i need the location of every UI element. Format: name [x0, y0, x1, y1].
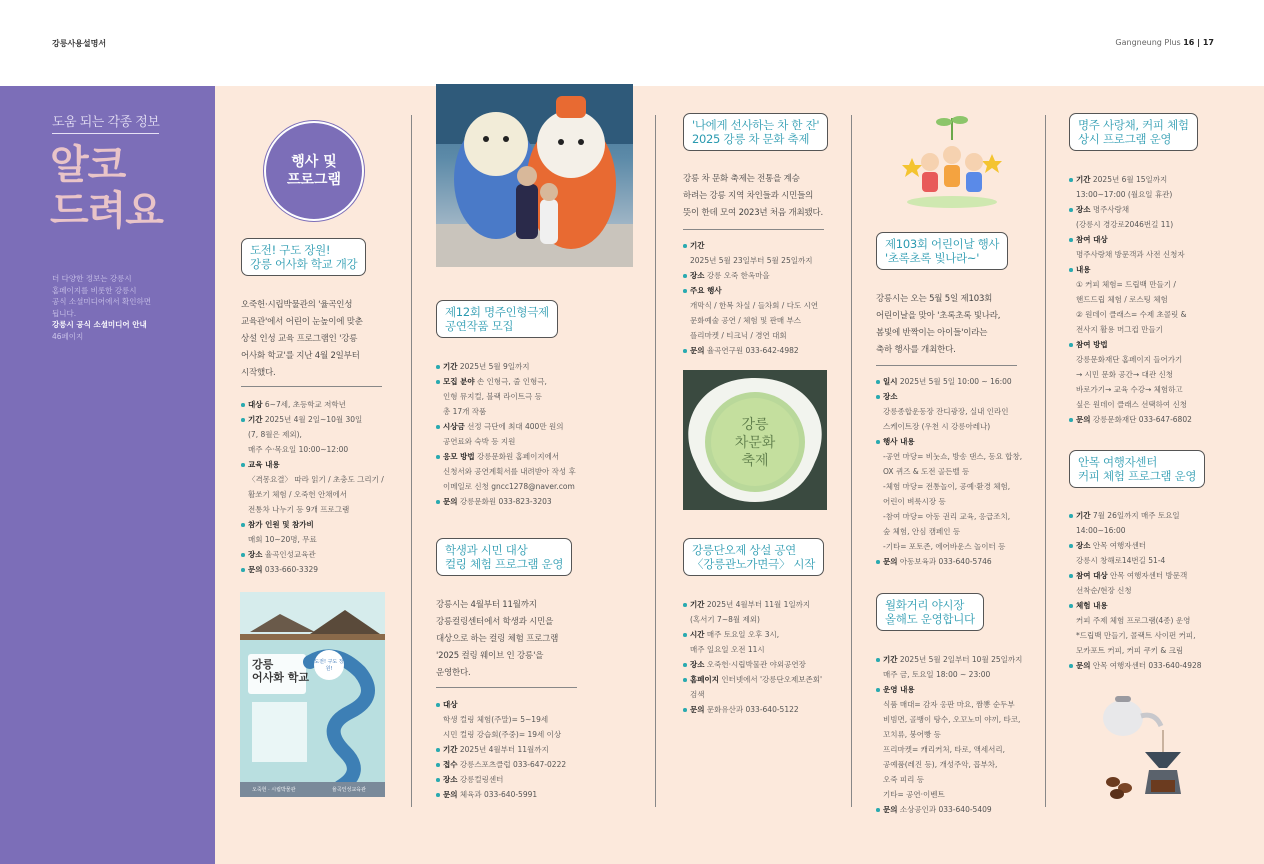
info-item: 비빔면, 골뱅이 탕수, 오꼬노미 야끼, 타코, [883, 715, 1021, 724]
info-item: 이메일로 신청 gncc1278@naver.com [443, 482, 575, 491]
info-item: 장소 안목 여행자센터 [1069, 538, 1244, 553]
info-item: 일시 2025년 5월 5일 10:00 ~ 16:00 [876, 374, 1041, 389]
poster-illustration [240, 592, 385, 797]
coffee-drip-illustration [1095, 690, 1205, 805]
divider [241, 386, 382, 387]
info-item: 홈페이지 인터넷에서 '강릉단오제보존회' [683, 672, 848, 687]
info-list-curling [436, 697, 641, 802]
info-item: 프리마켓= 캐리커처, 타로, 액세서리, [883, 745, 1006, 754]
info-item: 매주 금, 토요일 18:00 ~ 23:00 [883, 670, 991, 679]
info-item: 장소 율곡인성교육관 [241, 547, 401, 562]
info-item: 〈격몽요결〉 따라 읽기 / 초충도 그리기 / [248, 475, 384, 484]
info-item: 14:00~16:00 [1076, 526, 1126, 535]
column-divider [655, 115, 656, 807]
info-item: 모카포트 커피, 커피 쿠키 & 크림 [1076, 646, 1184, 655]
info-item: 전사지 활용 머그컵 만들기 [1076, 325, 1163, 334]
info-item: 참여 방법 [1069, 337, 1244, 352]
info-item: 기간 [683, 238, 848, 253]
info-list-school [241, 397, 401, 577]
info-item: 행사 내용 [876, 434, 1041, 449]
info-item: 문의 율곡연구원 033-642-4982 [683, 343, 848, 358]
info-item: 문의 강릉문화원 033-823-3203 [436, 494, 641, 509]
info-item: 문의 소상공인과 033-640-5409 [876, 802, 1044, 817]
info-item: 강릉문화재단 홈페이지 들어가기 [1076, 355, 1183, 364]
info-item: -기타= 포토존, 에어바운스 놀이터 등 [883, 542, 1006, 551]
info-list-dano [683, 597, 848, 717]
header-section-title: 강릉사용설명서 [52, 39, 107, 48]
info-item: 강릉시 창해로14번길 51-4 [1076, 556, 1166, 565]
article-title-tea: '나에게 선사하는 차 한 잔' 2025 강릉 차 문화 축제 [683, 113, 828, 151]
info-item: 기간 2025년 6월 15일까지 [1069, 172, 1244, 187]
info-item: 핸드드립 체험 / 로스팅 체험 [1076, 295, 1168, 304]
info-list-tea [683, 238, 848, 358]
mascot-photo [436, 84, 633, 267]
sidebar-label: 도움 되는 각종 정보 [52, 111, 159, 134]
info-item: 커피 주제 체험 프로그램(4종) 운영 [1076, 616, 1191, 625]
article-text-curling: 강릉시는 4월부터 11월까지 강릉컬링센터에서 학생과 시민을 대상으로 하는 컬링 체험 프로그램 '2025 컬링 웨이브 인 강릉'을 운영한다. [436, 600, 559, 678]
article-text-childrens-day: 강릉시는 오는 5월 5일 제103회 어린이날을 맞아 '초록초록 빛나라, 봄빛에 반짝이는 아이들'이라는 축하 행사를 개최한다. [876, 294, 1001, 355]
info-item: 참여 대상 [1069, 232, 1244, 247]
children-illustration [900, 110, 1005, 215]
info-item: 문의 033-660-3329 [241, 562, 401, 577]
article-title-night-market: 월화거리 야시장 올해도 운영합니다 [876, 593, 984, 631]
info-item: 기간 2025년 4월부터 11월 1일까지 [683, 597, 848, 612]
info-item: 기간 2025년 5월 2일부터 10월 25일까지 [876, 652, 1044, 667]
info-item: 장소 오죽헌·시립박물관 야외공연장 [683, 657, 848, 672]
info-item: → 시민 문화 공간→ 대관 신청 [1076, 370, 1173, 379]
info-item: 검색 [690, 690, 705, 699]
info-item: 플리마켓 / 티크닉 / 경연 대회 [690, 331, 787, 340]
info-item: 문의 체육과 033-640-5991 [436, 787, 641, 802]
info-item: 총 17개 작품 [443, 407, 487, 416]
info-item: 참가 인원 및 참가비 [241, 517, 401, 532]
info-item: 장소 강릉 오죽 한옥마을 [683, 268, 848, 283]
info-item: 선착순/현장 신청 [1076, 586, 1132, 595]
info-list-myeongju [1069, 172, 1244, 427]
info-item: 인형 뮤지컬, 블랙 라이트극 등 [443, 392, 542, 401]
info-item: *드립백 만들기, 콜랙트 사이펀 커피, [1076, 631, 1196, 640]
article-title-myeongju: 명주 사랑채, 커피 체험 상시 프로그램 운영 [1069, 113, 1198, 151]
info-item: 식품 매대= 감자 옹판 마요, 짬뽕 순두부 [883, 700, 1015, 709]
info-item: 스케이트장 (우천 시 강릉아레나) [883, 422, 991, 431]
info-item: (혹서기 7~8월 제외) [690, 615, 760, 624]
info-item: 장소 명주사랑채 [1069, 202, 1244, 217]
info-list-puppet [436, 359, 641, 509]
poster-title: 강릉 어사화 학교 [252, 658, 309, 684]
info-item: 매회 10~20명, 무료 [248, 535, 317, 544]
info-item: 문의 문화유산과 033-640-5122 [683, 702, 848, 717]
sidebar-description: 더 다양한 정보는 강릉시 홈페이지를 비롯한 강릉시 공식 소셜미디어에서 확인하면 됩니다. 강릉시 공식 소셜미디어 안내 46페이지 [52, 274, 151, 341]
section-badge: 행사 및 프로그램 [264, 121, 364, 221]
info-list-night-market [876, 652, 1044, 817]
info-item: 바로가기→ 교육 수강→ 체험하고 [1076, 385, 1183, 394]
info-list-childrens-day [876, 374, 1041, 569]
info-item: 시간 매주 토요일 오후 3시, [683, 627, 848, 642]
column-divider [1045, 115, 1046, 807]
info-item: 명주사랑채 방문객과 사전 신청자 [1076, 250, 1185, 259]
column-divider [411, 115, 412, 807]
info-item: 참여 대상 안목 여행자센터 방문객 [1069, 568, 1244, 583]
school-poster-image [240, 592, 385, 797]
poster-footer-right: 율곡인성교육관 [332, 787, 366, 793]
info-item: 학생 컬링 체험(주말)= 5~19세 [443, 715, 549, 724]
info-item: 기간 2025년 5월 9일까지 [436, 359, 641, 374]
article-title-anmok: 안목 여행자센터 커피 체험 프로그램 운영 [1069, 450, 1205, 488]
info-item: 내용 [1069, 262, 1244, 277]
info-item: 매주 일요일 오전 11시 [690, 645, 765, 654]
info-item: 어린이 벼룩시장 등 [883, 497, 946, 506]
info-item: 전통차 나누기 등 9개 프로그램 [248, 505, 350, 514]
info-item: -체험 마당= 전통놀이, 공예·환경 체험, [883, 482, 1011, 491]
article-title-childrens-day: 제103회 어린이날 행사 '초록초록 빛나라~' [876, 232, 1008, 270]
article-title-curling: 학생과 시민 대상 컬링 체험 프로그램 운영 [436, 538, 572, 576]
divider [876, 365, 1017, 366]
info-list-anmok [1069, 508, 1244, 673]
info-item: 오죽 피리 등 [883, 775, 924, 784]
article-text-school: 오죽헌·시립박물관의 '율곡인성 교육관'에서 어린이 눈높이에 맞춘 상설 인성 교육 프로그램인 '강릉 어사화 학교'를 지난 4월 2일부터 시작했다. [241, 300, 363, 378]
column-divider [851, 115, 852, 807]
divider [436, 687, 577, 688]
article-text-tea: 강릉 차 문화 축제는 전통을 계승 하려는 강릉 지역 차인들과 시민들의 뜻이 한데 모여 2023년 처음 개최됐다. [683, 174, 823, 218]
info-item: 2025년 5월 23일부터 5월 25일까지 [690, 256, 813, 265]
info-item: -공연 마당= 비눗쇼, 방송 댄스, 동요 합창, [883, 452, 1023, 461]
header-page-info: Gangneung Plus 16 | 17 [1115, 38, 1214, 47]
info-item: 장소 강릉컬링센터 [436, 772, 641, 787]
info-item: 문의 안목 여행자센터 033-640-4928 [1069, 658, 1244, 673]
info-item: 접수 강릉스포츠클럽 033-647-0222 [436, 757, 641, 772]
info-item: 기타= 공연·이벤트 [883, 790, 945, 799]
info-item: 공연료와 숙박 등 지원 [443, 437, 516, 446]
info-item: ① 커피 체험= 드립백 만들기 / [1076, 280, 1176, 289]
tea-festival-image [683, 370, 827, 510]
poster-badge: 도전! 구도 장원! [314, 650, 344, 680]
info-item: 시상금 선정 극단에 최대 400만 원의 [436, 419, 641, 434]
tea-image-text: 강릉 차문화 축제 [734, 417, 776, 469]
info-item: OX 퀴즈 & 도전 골든벨 등 [883, 467, 970, 476]
article-title-puppet: 제12회 명주인형극제 공연작품 모집 [436, 300, 558, 338]
info-item: 공예품(레진 등), 개성주악, 꼽부차, [883, 760, 998, 769]
info-item: 활쏘기 체험 / 오죽헌 안채에서 [248, 490, 348, 499]
article-title-dano: 강릉단오제 상설 공연 〈강릉관노가면극〉 시작 [683, 538, 824, 576]
info-item: 운영 내용 [876, 682, 1044, 697]
info-item: (강릉시 경강로2046번길 11) [1076, 220, 1174, 229]
info-item: 강릉종합운동장 잔디광장, 실내 인라인 [883, 407, 1009, 416]
info-item: 신청서와 공연계획서를 내려받아 작성 후 [443, 467, 576, 476]
info-item: 기간 2025년 4월 2일~10월 30일 [241, 412, 401, 427]
info-item: 기간 2025년 4월부터 11월까지 [436, 742, 641, 757]
info-item: 문화예술 공연 / 체험 및 판매 부스 [690, 316, 802, 325]
info-item: 응모 방법 강릉문화원 홈페이지에서 [436, 449, 641, 464]
info-item: 숲 체험, 안심 캠페인 등 [883, 527, 961, 536]
info-item: 장소 [876, 389, 1041, 404]
info-item: 문의 아동보육과 033-640-5746 [876, 554, 1041, 569]
info-item: 체험 내용 [1069, 598, 1244, 613]
info-item: (7, 8월은 제외), [248, 430, 302, 439]
info-item: -참여 마당= 아동 권리 교육, 응급조치, [883, 512, 1011, 521]
info-item: 13:00~17:00 (월요일 휴관) [1076, 190, 1173, 199]
info-item: 대상 6~7세, 초등학교 저학년 [241, 397, 401, 412]
mascot-illustration [436, 84, 633, 267]
info-item: 기간 7월 26일까지 매주 토요일 [1069, 508, 1244, 523]
info-item: 시민 컬링 강습회(주중)= 19세 이상 [443, 730, 562, 739]
article-title-school: 도전! 구도 장원! 강릉 어사화 학교 개강 [241, 238, 366, 276]
info-item: 대상 [436, 697, 641, 712]
sidebar-title: 알코 드려요 [50, 142, 163, 234]
info-item: 싶은 원데이 클래스 선택하여 신청 [1076, 400, 1187, 409]
info-item: 주요 행사 [683, 283, 848, 298]
info-item: 모집 분야 손 인형극, 줄 인형극, [436, 374, 641, 389]
poster-footer-left: 오죽헌 · 시립박물관 [252, 787, 296, 793]
info-item: 교육 내용 [241, 457, 401, 472]
info-item: 문의 강릉문화재단 033-647-6802 [1069, 412, 1244, 427]
divider [683, 229, 824, 230]
info-item: ② 원데이 클래스= 수제 초콜릿 & [1076, 310, 1187, 319]
info-item: 매주 수·목요일 10:00~12:00 [248, 445, 349, 454]
info-item: 꼬치류, 붕어빵 등 [883, 730, 941, 739]
info-item: 개막식 / 한복 차실 / 들차회 / 다도 시연 [690, 301, 819, 310]
